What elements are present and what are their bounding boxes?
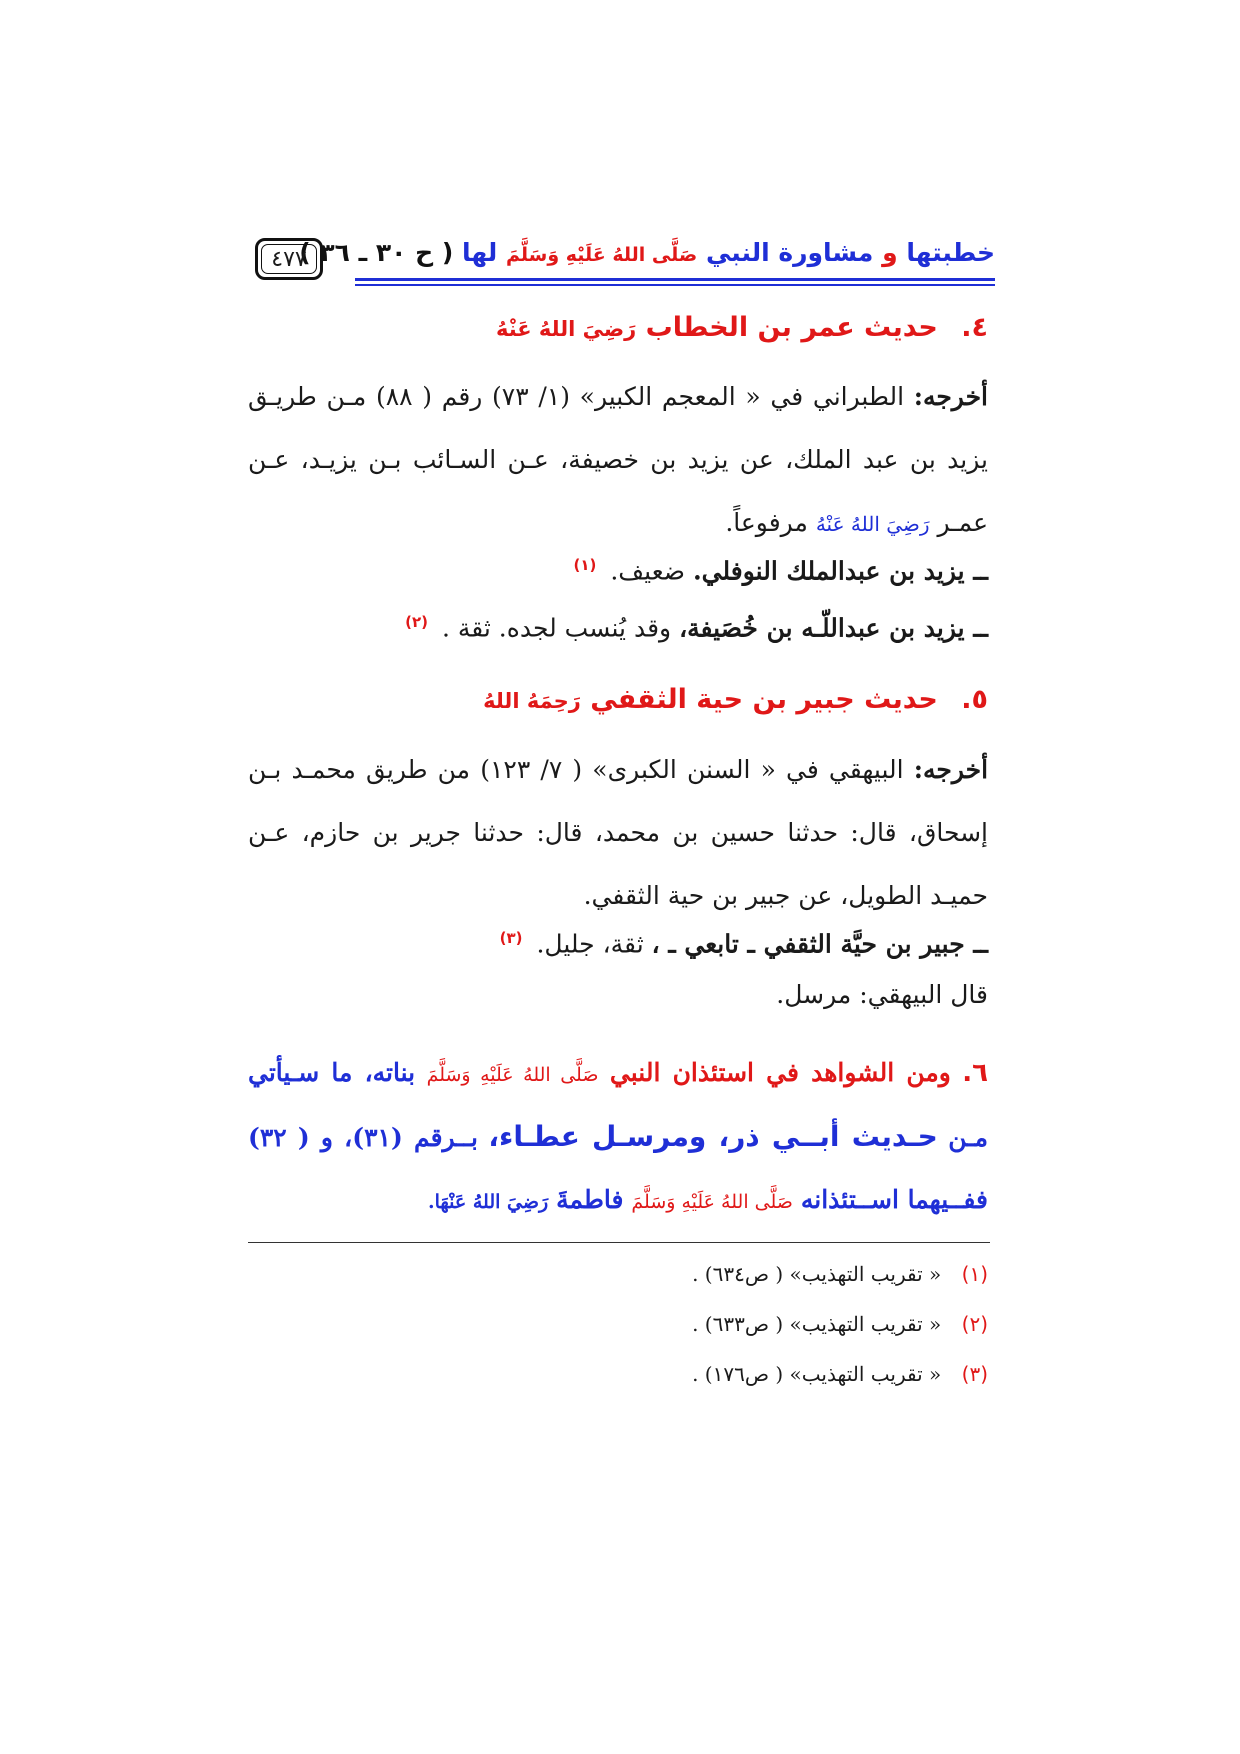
footnote-ref-1[interactable]: (١): [573, 556, 597, 574]
footnote-3: (٣) « تقريب التهذيب» ( ص١٧٦) .: [692, 1362, 988, 1386]
footnote-ref-2[interactable]: (٢): [405, 613, 428, 631]
narrator-3: ــ جبير بن حيَّة الثقفي ـ تابعي ـ ، ثقة، جليل. $^{(٣)}$: [499, 929, 988, 959]
running-header: [255, 238, 995, 288]
section-4-title: ٤. حديث عمر بن الخطاب رَضِيَ اللهُ عَنْهُ: [495, 312, 988, 343]
footnote-separator: [248, 1242, 990, 1243]
header-rule-thin: [355, 284, 995, 286]
header-title: خطبتها و مشاورة النبي صَلَّى اللهُ عَلَيْهِ وَسَلَّمَ لها ( ح ٣٠ ـ ٣٦ ): [299, 238, 995, 267]
footnote-1: (١) « تقريب التهذيب» ( ص٦٣٤) .: [692, 1262, 988, 1286]
section-5-paragraph: أخرجه: البيهقي في « السنن الكبرى» ( ٧/ ١٢٣) من طريق محمـد بـن إسحاق، قال: حدثنا حسين بن محمد، قال: حدثنا جرير بن حازم، عـن حميـد الطويل، عن جبير بن حية الثقفي.: [248, 755, 989, 910]
narrator-2: ــ يزيد بن عبداللّـه بن خُصَيفة، وقد يُنسب لجده. ثقة . $^{(٢)}$: [405, 613, 988, 643]
footnote-2: (٢) « تقريب التهذيب» ( ص٦٣٣) .: [692, 1312, 988, 1336]
narrator-1: ــ يزيد بن عبدالملك النوفلي. ضعيف. $^{(١)}$: [573, 556, 988, 586]
bayhaqi-note: قال البيهقي: مرسل.: [776, 980, 988, 1009]
section-5-heading: حديث جبير بن حية الثقفي: [590, 684, 938, 715]
page-number: ٤٧٧: [255, 238, 323, 280]
footnote-ref-3[interactable]: (٣): [499, 929, 523, 947]
header-rule: [355, 278, 995, 281]
section-4-paragraph: أخرجه: الطبراني في « المعجم الكبير» (١/ ٧٣) رقم ( ٨٨) مـن طريـق يزيد بن عبد الملك، عن يزيد بن خصيفة، عـن السـائب بـن يزيـد، عـن عمـر رَضِيَ اللهُ عَنْهُ مرفوعاً.: [248, 382, 988, 537]
section-4-heading: حديث عمر بن الخطاب: [645, 312, 938, 343]
section-5-title: ٥. حديث جبير بن حية الثقفي رَحِمَهُ اللهُ: [483, 684, 988, 715]
section-6-paragraph: ٦. ومن الشواهد في استئذان النبي صَلَّى اللهُ عَلَيْهِ وَسَلَّمَ بناته، ما سـيأتي مـن حـديث أبــي ذر، ومرسـل عطـاء، بــرقم (٣١)، و ( ٣٢) ففــيهما اســتئذانه صَلَّى اللهُ عَلَيْهِ وَسَلَّمَ فاطمةَ رَضِيَ اللهُ عَنْهَا.: [248, 1058, 989, 1214]
